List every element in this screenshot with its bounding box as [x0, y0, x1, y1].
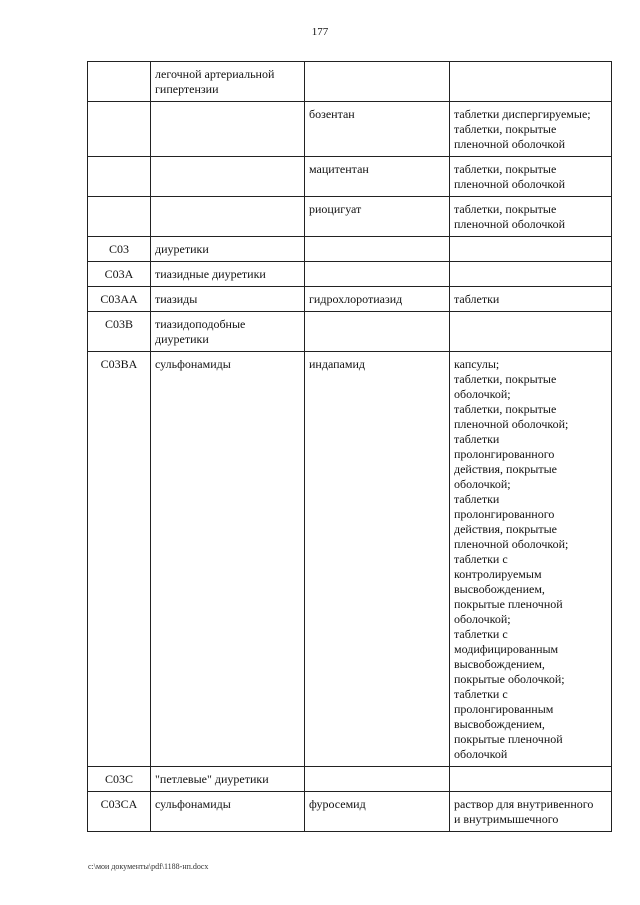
dosage-form-line: оболочкой [454, 747, 508, 761]
dosage-form-line: капсулы; [454, 357, 500, 371]
atc-code-cell [88, 157, 151, 197]
page-number: 177 [311, 26, 329, 38]
group-name-cell [151, 312, 305, 352]
table-row [88, 767, 612, 792]
drug-name-cell [305, 792, 450, 832]
dosage-form-line: высвобождением, [454, 717, 545, 731]
table-row [88, 157, 612, 197]
dosage-form-line: таблетки с [454, 552, 508, 566]
dosage-form-line: пленочной оболочкой [454, 137, 566, 151]
footer-file-path: c:\мои документы\pdf\1188-нп.docx [88, 862, 209, 871]
atc-code-text: C03B [104, 317, 133, 331]
dosage-form-line: пленочной оболочкой [454, 177, 566, 191]
drug-name-line: индапамид [309, 357, 365, 371]
table-row [88, 237, 612, 262]
group-name-line: диуретики [155, 242, 209, 256]
dosage-form-line: действия, покрытые [454, 462, 557, 476]
dosage-form-cell [450, 352, 612, 767]
group-name-line: сульфонамиды [155, 797, 231, 811]
dosage-form-line: оболочкой; [454, 387, 511, 401]
dosage-form-line: высвобождением, [454, 582, 545, 596]
drug-name-cell [305, 62, 450, 102]
dosage-form-cell [450, 237, 612, 262]
drug-name-line: гидрохлоротиазид [309, 292, 403, 306]
atc-code-text: C03CA [100, 797, 138, 811]
group-name-cell [151, 792, 305, 832]
dosage-form-line: таблетки с [454, 687, 508, 701]
dosage-form-line: таблетки диспергируемые; [454, 107, 591, 121]
atc-code-cell [88, 262, 151, 287]
group-name-cell [151, 62, 305, 102]
group-name-line: гипертензии [155, 82, 219, 96]
group-name-line: тиазидные диуретики [155, 267, 266, 281]
group-name-cell [151, 767, 305, 792]
atc-code-text: C03A [104, 267, 134, 281]
group-name-line: тиазиды [155, 292, 198, 306]
drug-name-cell [305, 287, 450, 312]
dosage-form-line: таблетки, покрытые [454, 202, 557, 216]
group-name-cell [151, 262, 305, 287]
dosage-form-line: пролонгированного [454, 447, 555, 461]
dosage-form-line: оболочкой; [454, 477, 511, 491]
atc-code-cell [88, 197, 151, 237]
dosage-form-cell [450, 62, 612, 102]
group-name-cell [151, 197, 305, 237]
dosage-form-cell [450, 767, 612, 792]
drug-name-cell [305, 197, 450, 237]
dosage-form-line: покрытые оболочкой; [454, 672, 565, 686]
atc-code-cell [88, 792, 151, 832]
dosage-form-line: контролируемым [454, 567, 542, 581]
table-row [88, 792, 612, 832]
atc-code-cell [88, 767, 151, 792]
dosage-form-line: пленочной оболочкой [454, 217, 566, 231]
drug-name-cell [305, 767, 450, 792]
table-row [88, 62, 612, 102]
dosage-form-cell [450, 262, 612, 287]
drug-name-line: риоцигуат [309, 202, 362, 216]
dosage-form-line: таблетки [454, 432, 500, 446]
dosage-form-line: пленочной оболочкой; [454, 417, 569, 431]
group-name-line: "петлевые" диуретики [155, 772, 269, 786]
dosage-form-line: оболочкой; [454, 612, 511, 626]
dosage-form-line: таблетки, покрытые [454, 162, 557, 176]
group-name-cell [151, 352, 305, 767]
table-row [88, 102, 612, 157]
group-name-cell [151, 157, 305, 197]
table-row [88, 312, 612, 352]
group-name-line: тиазидоподобные [155, 317, 246, 331]
dosage-form-cell [450, 287, 612, 312]
atc-code-cell [88, 352, 151, 767]
drug-table [87, 61, 612, 832]
dosage-form-line: покрытые пленочной [454, 597, 563, 611]
dosage-form-line: покрытые пленочной [454, 732, 563, 746]
dosage-form-line: раствор для внутривенного [454, 797, 594, 811]
dosage-form-cell [450, 197, 612, 237]
drug-name-cell [305, 157, 450, 197]
atc-code-cell [88, 287, 151, 312]
dosage-form-line: высвобождением, [454, 657, 545, 671]
dosage-form-cell [450, 312, 612, 352]
dosage-form-line: пролонгированным [454, 702, 554, 716]
table-row [88, 197, 612, 237]
dosage-form-cell [450, 792, 612, 832]
group-name-line: легочной артериальной [155, 67, 275, 81]
dosage-form-line: и внутримышечного [454, 812, 559, 826]
table-row [88, 287, 612, 312]
atc-code-cell [88, 237, 151, 262]
dosage-form-line: пленочной оболочкой; [454, 537, 569, 551]
group-name-cell [151, 102, 305, 157]
group-name-cell [151, 237, 305, 262]
atc-code-cell [88, 62, 151, 102]
dosage-form-line: действия, покрытые [454, 522, 557, 536]
dosage-form-line: таблетки, покрытые [454, 122, 557, 136]
dosage-form-line: таблетки, покрытые [454, 402, 557, 416]
dosage-form-line: таблетки с [454, 627, 508, 641]
drug-name-cell [305, 102, 450, 157]
dosage-form-line: таблетки, покрытые [454, 372, 557, 386]
group-name-line: сульфонамиды [155, 357, 231, 371]
dosage-form-line: модифицированным [454, 642, 559, 656]
atc-code-text: C03BA [100, 357, 138, 371]
drug-name-line: фуросемид [309, 797, 366, 811]
group-name-line: диуретики [155, 332, 209, 346]
drug-name-cell [305, 312, 450, 352]
dosage-form-cell [450, 157, 612, 197]
drug-name-line: мацитентан [309, 162, 369, 176]
atc-code-text: C03AA [100, 292, 138, 306]
drug-name-cell [305, 262, 450, 287]
drug-name-cell [305, 237, 450, 262]
atc-code-cell [88, 312, 151, 352]
drug-name-cell [305, 352, 450, 767]
atc-code-text: C03C [104, 772, 133, 786]
table-row [88, 262, 612, 287]
group-name-cell [151, 287, 305, 312]
atc-code-text: C03 [108, 242, 129, 256]
dosage-form-line: пролонгированного [454, 507, 555, 521]
atc-code-cell [88, 102, 151, 157]
table-row [88, 352, 612, 767]
table-body [88, 62, 612, 832]
dosage-form-line: таблетки [454, 492, 500, 506]
dosage-form-cell [450, 102, 612, 157]
dosage-form-line: таблетки [454, 292, 500, 306]
drug-name-line: бозентан [309, 107, 355, 121]
